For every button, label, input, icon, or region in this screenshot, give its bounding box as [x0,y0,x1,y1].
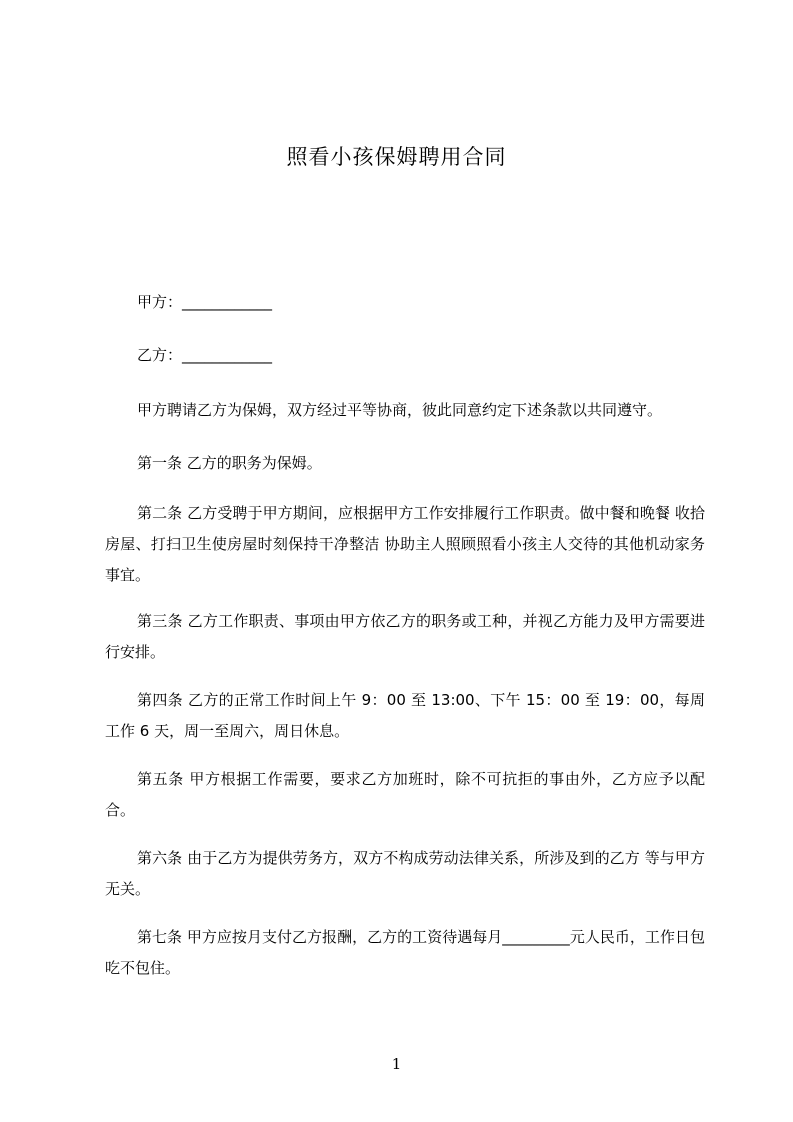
article-1: 第一条 乙方的职务为保姆。 [137,454,322,472]
party-a-line: 甲方：____________ [137,293,273,311]
article-5: 第五条 甲方根据工作需要，要求乙方加班时，除不可抗拒的事由外，乙方应予以配合。 [105,770,705,819]
intro-paragraph: 甲方聘请乙方为保姆，双方经过平等协商，彼此同意约定下述条款以共同遵守。 [137,401,663,419]
article-4: 第四条 乙方的正常工作时间上午 9：00 至 13:00、下午 15：00 至 19：00，每周工作 6 天，周一至周六，周日休息。 [105,691,705,740]
party-b-line: 乙方：____________ [137,346,273,364]
article-7: 第七条 甲方应按月支付乙方报酬，乙方的工资待遇每月_________元人民币，工作日包吃不包住。 [105,928,705,977]
article-2: 第二条 乙方受聘于甲方期间，应根据甲方工作安排履行工作职责。做中餐和晚餐 收拾房屋、打扫卫生使房屋时刻保持干净整洁 协助主人照顾照看小孩主人交待的其他机动家务事宜。 [105,504,705,584]
article-6: 第六条 由于乙方为提供劳务方，双方不构成劳动法律关系，所涉及到的乙方 等与甲方无关。 [105,849,705,898]
document-title: 照看小孩保姆聘用合同 [286,145,507,169]
article-3: 第三条 乙方工作职责、事项由甲方依乙方的职务或工种，并视乙方能力及甲方需要进行安排。 [105,612,705,661]
page-number: 1 [391,1055,402,1073]
